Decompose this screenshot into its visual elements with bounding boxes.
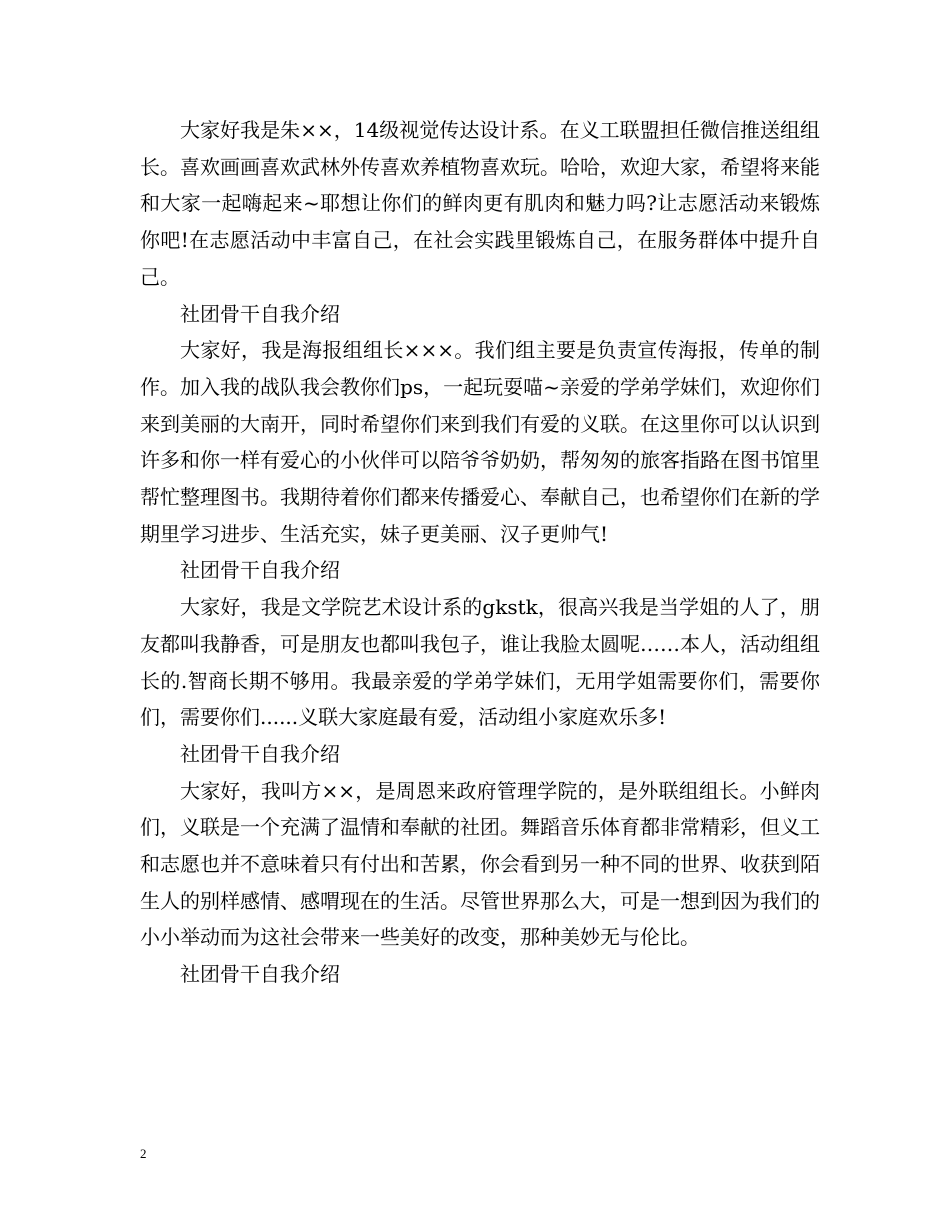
section-heading: 社团骨干自我介绍 — [180, 558, 340, 583]
document-body — [140, 112, 820, 993]
page-number: 2 — [140, 1146, 147, 1161]
intro-paragraph-outreach-group: 大家好，我叫方××，是周恩来政府管理学院的，是外联组组长。小鲜肉们，义联是一个充满了温情和奉献的社团。舞蹈音乐体育都非常精彩，但义工和志愿也并不意味着只有付出和苦累，你会看到另一种不同的世界、收获到陌生人的别样感情、感喟现在的生活。尽管世界那么大，可是一想到因为我们的小小举动而为这社会带来一些美好的改变，那种美妙无与伦比。 — [140, 778, 820, 950]
section-heading: 社团骨干自我介绍 — [180, 301, 340, 326]
intro-paragraph-poster-group: 大家好，我是海报组组长×××。我们组主要是负责宣传海报，传单的制作。加入我的战队我会教你们ps，一起玩耍喵~亲爱的学弟学妹们，欢迎你们来到美丽的大南开，同时希望你们来到我们有爱的义联。在这里你可以认识到许多和你一样有爱心的小伙伴可以陪爷爷奶奶，帮匆匆的旅客指路在图书馆里帮忙整理图书。我期待着你们都来传播爱心、奉献自己，也希望你们在新的学期里学习进步、生活充实，妹子更美丽、汉子更帅气! — [140, 338, 820, 546]
intro-paragraph-activity-group: 大家好，我是文学院艺术设计系的gkstk，很高兴我是当学姐的人了，朋友都叫我静香，可是朋友也都叫我包子，谁让我脸太圆呢……本人，活动组组长的.智商长期不够用。我最亲爱的学弟学妹们，无用学姐需要你们，需要你们，需要你们......义联大家庭最有爱，活动组小家庭欢乐多! — [140, 595, 820, 730]
section-heading: 社团骨干自我介绍 — [180, 741, 340, 766]
section-heading: 社团骨干自我介绍 — [180, 962, 340, 987]
intro-paragraph-zhu: 大家好我是朱××，14级视觉传达设计系。在义工联盟担任微信推送组组长。喜欢画画喜欢武林外传喜欢养植物喜欢玩。哈哈，欢迎大家，希望将来能和大家一起嗨起来~耶想让你们的鲜肉更有肌肉和魅力吗?让志愿活动来锻炼你吧!在志愿活动中丰富自己，在社会实践里锻炼自己，在服务群体中提升自己。 — [140, 118, 820, 289]
